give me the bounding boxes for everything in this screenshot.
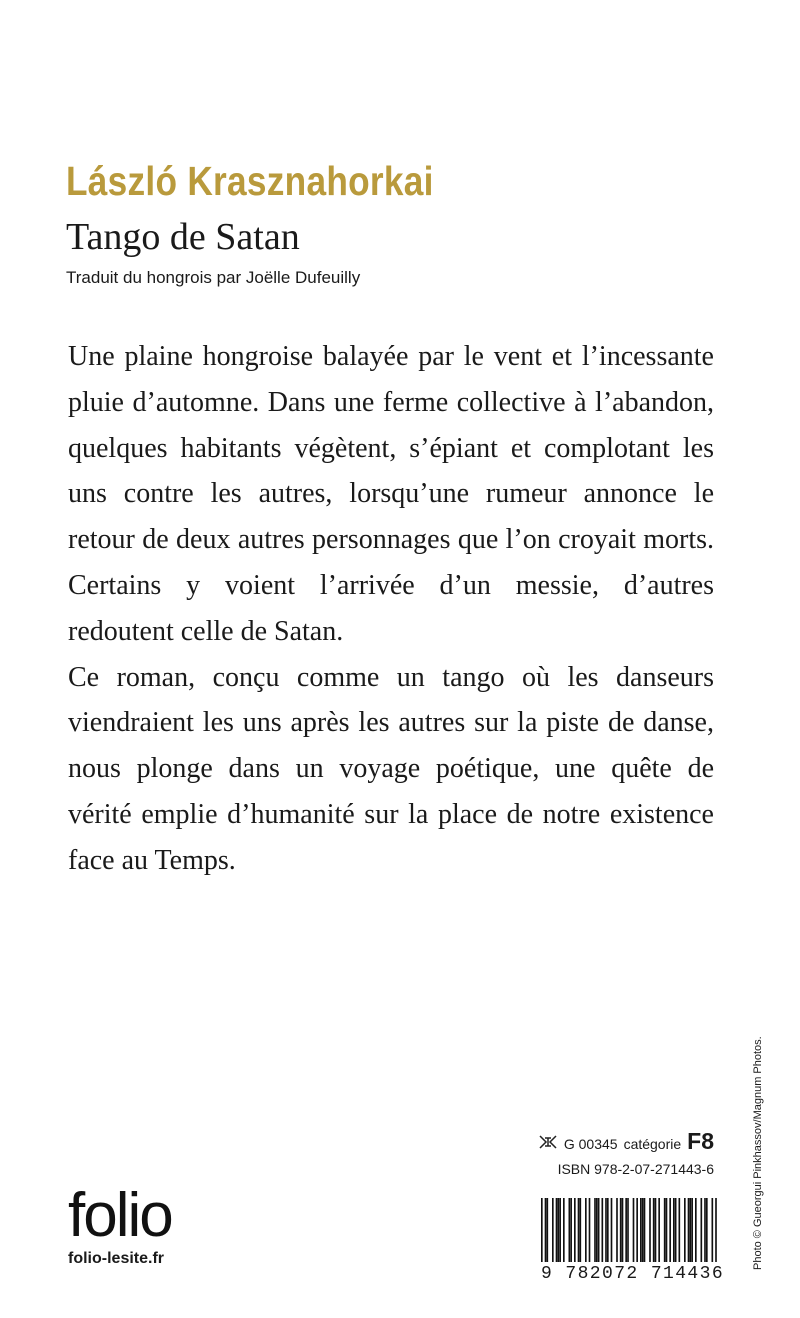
- catalog-info: [454, 1128, 714, 1177]
- category-label: catégorie: [623, 1136, 682, 1152]
- gallimard-emblem-icon: [538, 1134, 558, 1150]
- publisher-website: folio-lesite.fr: [68, 1250, 165, 1267]
- photo-credit: Photo © Gueorgui Pinkhassov/Magnum Photos.: [752, 1036, 764, 1270]
- catalog-code: G 00345: [563, 1136, 618, 1152]
- translator-credit: Traduit du hongrois par Joëlle Dufeuilly: [66, 268, 361, 287]
- back-cover-blurb: [68, 334, 714, 884]
- blurb-paragraph: Ce roman, conçu comme un tango où les danseurs viendraient les uns après les autres sur la piste de danse, nous plonge dans un voyage poétique, une quête de vérité emplie d’humanité sur la place de notre existence face au Temps.: [68, 661, 714, 876]
- category-code: F8: [687, 1128, 714, 1154]
- barcode-digits: 9 782072 714436: [541, 1264, 725, 1284]
- isbn: ISBN 978-2-07-271443-6: [557, 1161, 714, 1177]
- book-title: Tango de Satan: [66, 216, 300, 258]
- barcode-bars: [541, 1198, 717, 1262]
- barcode: [541, 1198, 724, 1284]
- folio-logo: folio: [68, 1181, 172, 1250]
- blurb-paragraph: Une plaine hongroise balayée par le vent et l’incessante pluie d’automne. Dans une ferme collective à l’abandon, quelques habitants végètent, s’épiant et complotant les uns contre les autres, lorsqu’une rumeur annonce le retour de deux autres personnages que l’on croyait morts. Certains y voient l’arrivée d’un messie, d’autres redoutent celle de Satan.: [68, 341, 714, 647]
- author-name: László Krasznahorkai: [66, 158, 434, 204]
